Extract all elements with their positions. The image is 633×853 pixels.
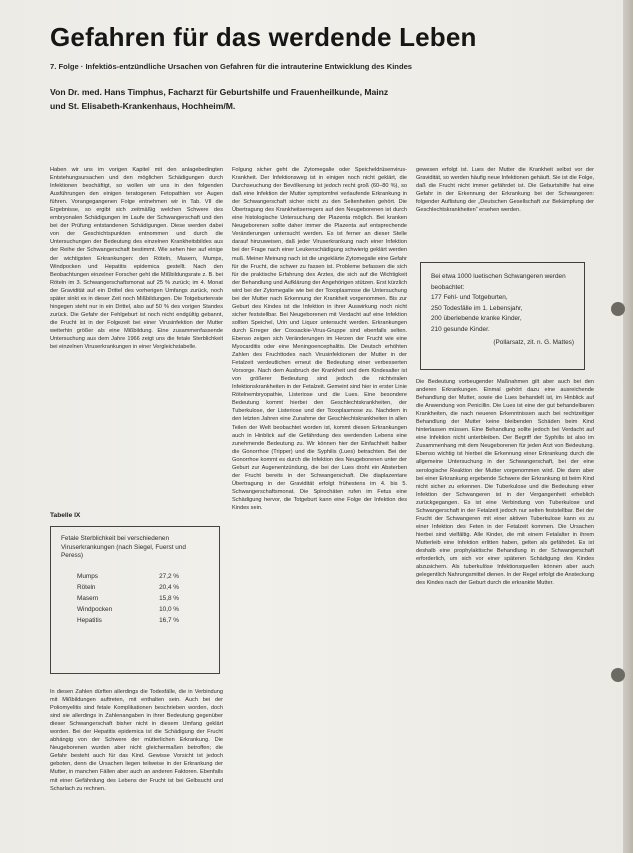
table-cell-value: 16,7 %: [159, 616, 179, 624]
paragraph: Folgung sicher geht die Zytomegalie oder Speicheldrüsenvirus-Krankheit. Der Infektionsweg ist in einigen noch nicht geklärt, die Durchseuchung der Bevölkerung ist jedoch recht groß (60–80 %), so daß eine Infektion der Mutter symptomfrei verlaufende Erkrankung in der Schwangerschaft sicher nicht zu den Seltenheiten gehört. Die Übertragung des Krankheitserregers auf den Neugeborenen ist durch eine histologische Untersuchung der Plazenta möglich. Bei kranken Neugeborenen sollte daher immer die Plazenta auf entsprechende Veränderungen untersucht werden. Es ist ferner an dieser Stelle darauf hinzuweisen, daß jeder Viruserkrankung nach einer Infektion bei der Frage nach einer Leukenschädigung schwierig geklärt werden muß. Meiner Meinung nach ist die ungeklärte Zytomegalie eine Gefahr für die Frucht, die schwer zu fassen ist. Probleme befassen die sich für die praktische Erfahrung des Arztes, die sich auf die Wichtigkeit der Behandlung und Aufklärung der Angehörigen stützen. Erst kürzlich wird bei der Zytomegalie wie bei der Toxoplasmose die Untersuchung bei der Mutter nach Erkennung der Krankheit vorgenommen. Bis zur Geburt des Kindes ist die Infektion in ihrer Auswirkung noch nicht sicher feststellbar. Bei Neugeborenen mit Verdacht auf eine Infektion sollten Speichel, Urin und Liquor untersucht werden. Erkrankungen durch Erreger der Coxsackie-Virus-Gruppe sind ebenfalls selten. Ebenso zeigen sich Veränderungen im Herzen der Frucht wie eine Myocarditis oder eine Meningoencephalitis. Die Deutsch erhöhten Zahlen des Fruchttodes nach Virusinfektionen der Mutter in der Fetalzeit verdeutlichen erneut die Bedeutung einer verbesserten Vorsorge. Nach dem Ausbruch der Krankheit und dem Kindesalter ist von größerer Bedeutung sind jedoch die nichtviralen Infektionskrankheiten in der Fetalzeit. Gemeint sind hier in erster Linie Rötelnembryopathie, Listeriose und die Lues. Eine besondere Bedeutung kommt hierbei den Geschlechtskrankheiten, der Tuberkulose, der Listeriose und der Toxoplasmose zu. Nachdem in den letzten Jahren eine Zunahme der Geschlechtskrankheiten in allen Teilen der Welt beobachtet worden ist, kommt diesen Erkrankungen auch in Hinblick auf die Gefährdung des werdenden Lebens eine zunehmende Bedeutung zu. Wir können hier der Einfachheit halber die Gonorrhoe (Tripper) und die Syphilis (Lues) betrachten. Bei der Gonorrhoe kommt es durch die Infektion des Neugeborenen unter der Geburt zur Augenentzündung, die bei der Lues droht ein Absterben der Frucht bereits in der Schwangerschaft. Die diaplazentare Übertragung in der Gravidität erfolgt frühestens im 4. bis 5. Schwangerschaftsmonat. Die Spirochäten rufen im Fetus eine Schädigung hervor, die Totgeburt kann eine Folge der Infektion des Kindes sein.: [232, 167, 407, 511]
statistics-box: [420, 262, 585, 370]
author-block: [50, 85, 610, 113]
article-subtitle: 7. Folge · Infektiös-entzündliche Ursachen von Gefahren für die intrauterine Entwicklung des Kindes: [50, 62, 413, 71]
table-cell-disease: Windpocken: [77, 605, 113, 613]
table-cell-value: 20,4 %: [159, 583, 179, 591]
table-cell-disease: Masern: [77, 594, 99, 602]
author-line-2: und St. Elisabeth-Krankenhaus, Hochheim/M.: [50, 101, 236, 111]
punch-hole: [611, 668, 625, 682]
table-cell-value: 10,0 %: [159, 605, 179, 613]
column-1-top: [50, 166, 223, 506]
column-1-bottom: [50, 688, 223, 838]
column-2: [232, 166, 407, 838]
box-source: (Pollarsatz, zit. n. G. Mattes): [493, 338, 574, 346]
table-cell-disease: Mumps: [77, 572, 98, 580]
box-line: Bei etwa 1000 luetischen Schwangeren werden beobachtet:: [431, 273, 566, 291]
punch-hole: [611, 302, 625, 316]
author-line-1: Von Dr. med. Hans Timphus, Facharzt für Geburtshilfe und Frauenheilkunde, Mainz: [50, 87, 389, 97]
paragraph: In diesen Zahlen dürften allerdings die Todesfälle, die in Verbindung mit Mißbildungen auftreten, mit enthalten sein. Auch bei der Poliomyelitis sind fetale Komplikationen beschrieben worden, doch sind sie allerdings in Zahlenangaben in ihrer Bedeutung gegenüber dieser Schwangerschaft bisher nicht in diesem Umfang geklärt worden. Bei der Hepatitis epidemica ist die Schädigung der Frucht abhängig von der Schwere der mütterlichen Erkrankung. Die Neugeborenen wurden aber nicht gleichermaßen betroffen; die Gefahr besteht auch für das Kind. Gewisse Vorsicht ist jedoch geboten, denn die Ursachen liegen teilweise in der Erkrankung der Mutter, in manchen Fällen aber auch an anderen Faktoren. Ebenfalls mit einer Gefährdung des Lebens der Frucht ist bei Gelbsucht und Scharlach zu rechnen.: [50, 689, 223, 792]
table-row: [61, 593, 209, 604]
table-row: [61, 571, 209, 582]
column-3-top: [416, 166, 594, 256]
table-row: [61, 604, 209, 615]
paragraph: gewesen erfolgt ist. Lues der Mutter die Krankheit selbst vor der Gravidität, so werden häufig neue Infektionen gehäuft. Sie ist die Folge, daß die Frucht nicht immer gefährdet ist. Die Geburtshilfe hat eine Gefahr in der Erkennung der Erkrankung bei der Schwangeren: folgender Auflistung der „Deutschen Gesellschaft zur Bekämpfung der Geschlechtskrankheiten“ ersehen werden.: [416, 167, 594, 214]
table-cell-value: 15,8 %: [159, 594, 179, 602]
box-line: 250 Todesfälle im 1. Lebensjahr,: [431, 304, 523, 312]
column-3-bottom: [416, 378, 594, 838]
box-line: 200 überlebende kranke Kinder,: [431, 315, 522, 323]
table-title: Tabelle IX: [50, 512, 81, 519]
paragraph: Haben wir uns im vorigen Kapitel mit den anlagebedingten Entstehungsursachen und den möglichen Schädigungen durch Infektionen beschäftigt, so wollen wir uns in den folgenden Ausführungen den einigen teratogenen Fetopathien vor Augen führen. Vorangegangenen Folge entnehmen wir in Tab. VII die Ergebnisse, so ergibt sich zeitmäßig welchen Schwere des embryonalen Schädigungen im Laufe der Schwangerschaft und den bei der Prüfung entstandenen Schädigungen. Diese werden dabei von der Geschichtspunkten entnommen und durch die Untersuchungen der Bedeutung des einzelnen Krankheitsbildes aus der Reihe der Schwangerschaft bestimmt. Wie sehen hier auf einige der wichtigsten Erkrankungen: den Röteln, Masern, Mumps, Windpocken und Hepatitis epidemica gestellt. Nach den Beobachtungen einzelner Forscher geht die Mißbildungsrate z. B. bei Röteln im 3. Schwangerschaftsmonat auf 25 % zurück; im 4. Monat der Gravidität auf ein Drittel des vorherigen Umfangs zurück, noch später sinkt es in dieser Zeit noch Mißbildungen. Die Totgeburtenrate hingegen steht nur in ein Drittel, also auf 50 % des vorigen Standes zurück. Die Gefahr der Fehlgeburt ist noch nicht endgültig gebannt, die Frucht ist in der Folgezeit bei einer Virusinfektion der Mutter weiterhin größer als eine Mißbildung. Eine zusammenfassende Untersuchung aus dem Jahre 1966 zeigt uns die fetale Sterblichkeit bei einzelnen Viruserkrankungen in einer Vergleichstabelle.: [50, 167, 223, 351]
table-cell-value: 27,2 %: [159, 572, 179, 580]
article-title: Gefahren für das werdende Leben: [50, 22, 477, 52]
table-header: Fetale Sterblichkeit bei verschiedenen Viruserkrankungen (nach Siegel, Fuerst und Peress): [61, 535, 186, 559]
page-edge: [623, 0, 633, 853]
table-row: [61, 615, 209, 626]
paragraph: Die Bedeutung vorbeugender Maßnahmen gilt aber auch bei den anderen Erkrankungen. Einmal gehört dazu eine ausreichende Behandlung der Mutter, sowie die Lues behandelt ist, im Hinblick auf die Anwendung von Penicillin. Die Lues ist eine der gut behandelbaren Krankheiten, die nach neueren Erkenntnissen auch bei rechtzeitiger Behandlung der Mutter keine bleibenden Schäden beim Kind hinterlassen müssen. Eine Behandlung sollte jedoch bei Verdacht auf eine Infektion nicht unterbleiben. Der Begriff der Syphilis ist also im Zusammenhang mit dem Neugeborenen für jeden Arzt von Bedeutung. Ebenso wichtig ist hierbei die Erkennung einer Erkrankung durch die allgemeine Untersuchung in der Schwangerschaft, bei der eine serologische Reaktion der Mutter vorgenommen wird. Die dann aber bei einer Erkrankung ergebende Schwere der Erkrankung ist beim Kind nicht sicher zu erkennen. Die Tuberkulose und die Bedeutung einer Infektion der Schwangeren ist in der Vergangenheit erheblich zurückgegangen. Es ist eine Verbindung von Tuberkulose und Schwangerschaft in der Fetalzeit jedoch nur selten feststellbar. Bei der Frucht der Schwangeren mit einer aktiven Tuberkulose kann es zu einer Infektion des Feten in der Fetalzeit kommen. Die Ursachen hierbei sind vielfältig. Alle Kinder, die mit einem Fetalalter in ihrem Mutterleib eine Infektion erlitten haben, gelten als gefährdet. Es ist deshalb eine prophylaktische Behandlung in der Schwangerschaft erforderlich, um sich vor einer späteren Schädigung des Kindes abzusichern. Als tuberkulöse Infektionsquellen können aber auch gelegentlich Nahrungsmittel dienen. In der Regel erfolgt die Ansteckung des Kindes nach der Geburt durch die erkrankte Mutter.: [416, 379, 594, 587]
table-cell-disease: Hepatitis: [77, 616, 102, 624]
table-row: [61, 582, 209, 593]
box-line: 177 Fehl- und Totgeburten,: [431, 294, 508, 302]
mortality-table: [50, 526, 220, 674]
table-cell-disease: Röteln: [77, 583, 96, 591]
box-line: 210 gesunde Kinder.: [431, 325, 490, 333]
